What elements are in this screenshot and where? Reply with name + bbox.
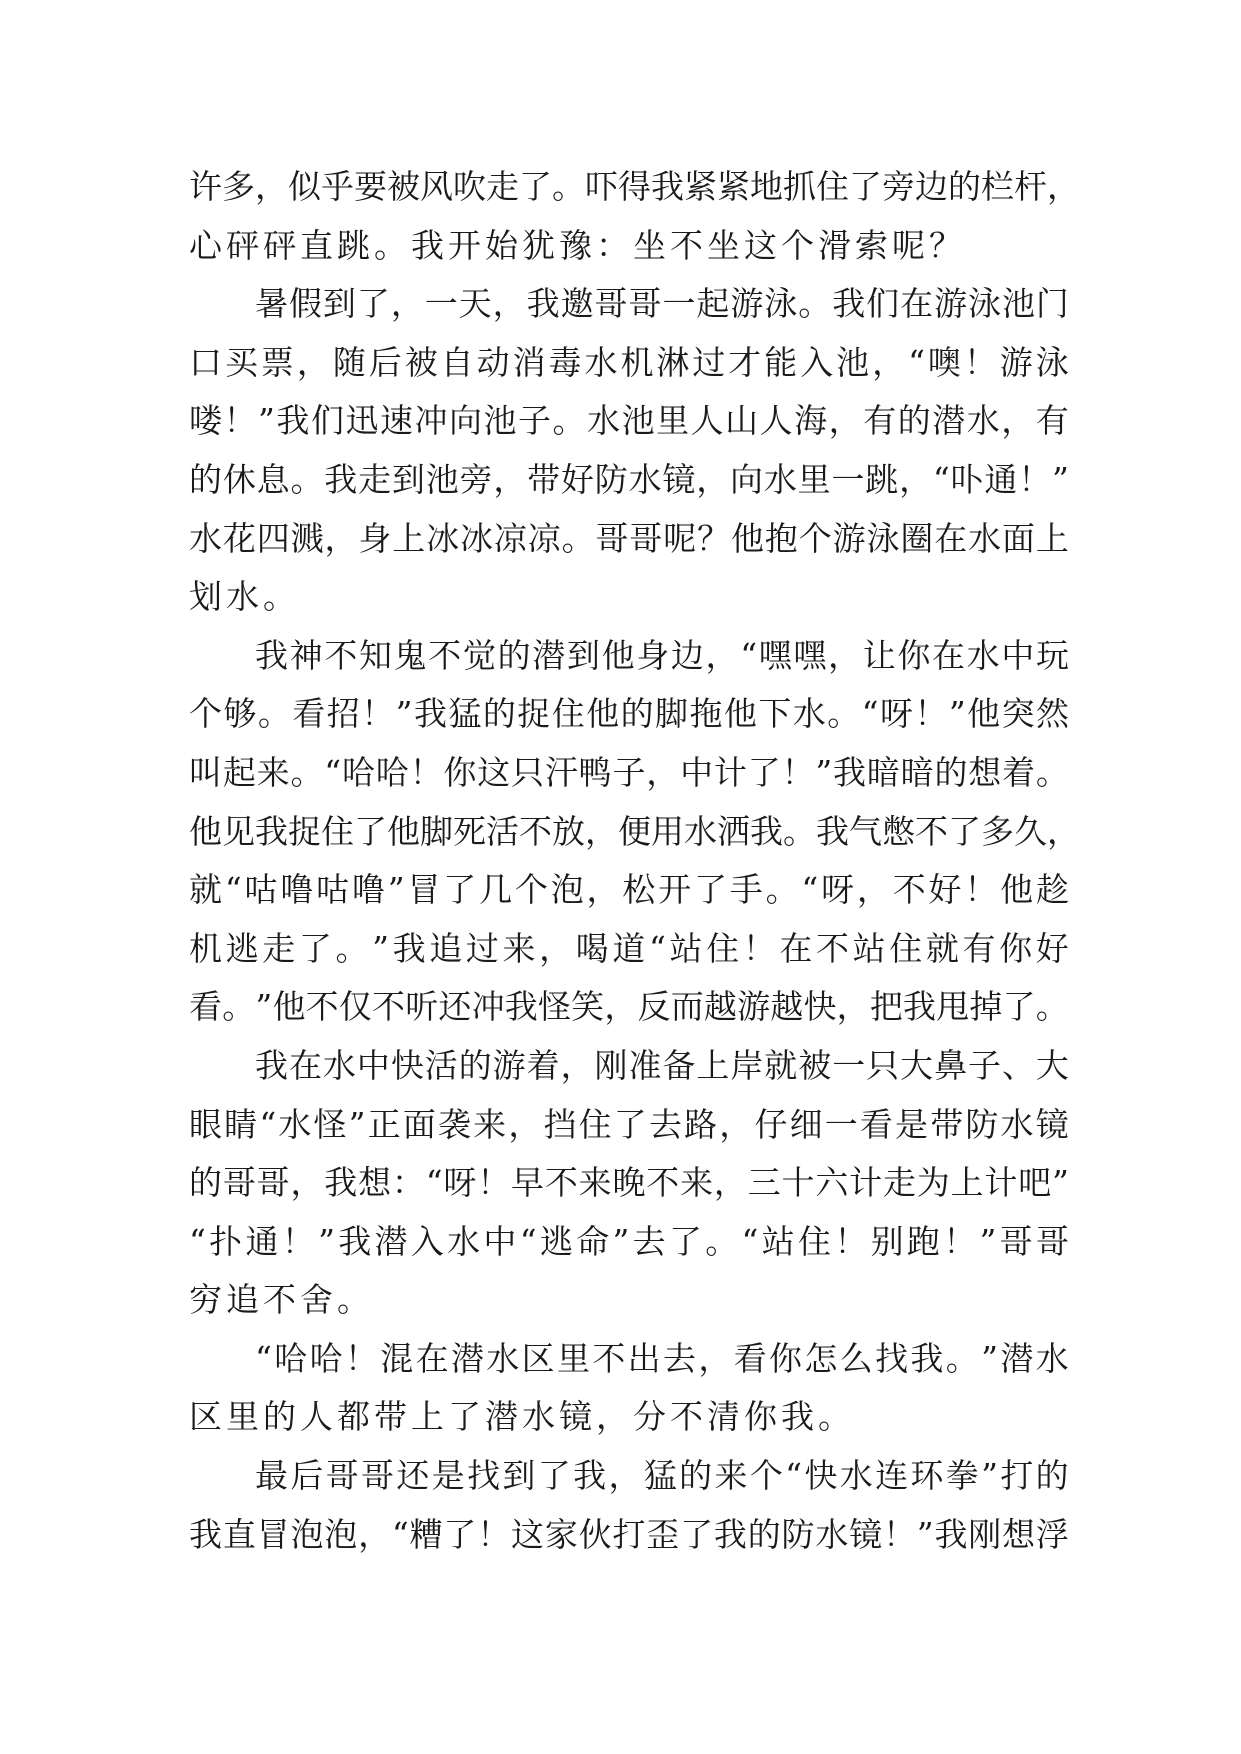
text-line: 水 花 四 溅 ， 身 上 冰 冰 凉 凉 。 哥 哥 呢 ？ 他 抱 个 游 泳 圈 在 水 面 上	[189, 518, 1069, 558]
text-line: 穷 追 不 舍 。	[189, 1280, 370, 1320]
text-line: 的 哥 哥 ， 我 想 ： “ 呀 ！ 早 不 来 晚 不 来 ， 三 十 六 计 走 为 上 计 吧 ”	[189, 1163, 1069, 1203]
text-line: 叫 起 来 。 “ 哈 哈 ！ 你 这 只 汗 鸭 子 ， 中 计 了 ！ ” 我 暗 暗 的 想 着 。	[189, 752, 1069, 792]
text-line: 划 水 。	[189, 577, 296, 617]
text-line: 的 休 息 。 我 走 到 池 旁 ， 带 好 防 水 镜 ， 向 水 里 一 跳 ， “ 卟 通 ！ ”	[189, 459, 1069, 499]
text-line: 心 砰 砰 直 跳 。 我 开 始 犹 豫 ： 坐 不 坐 这 个 滑 索 呢 ？	[189, 225, 962, 265]
text-line: 许 多 ， 似 乎 要 被 风 吹 走 了 。 吓 得 我 紧 紧 地 抓 住 了 旁 边 的 栏 杆 ，	[189, 167, 1080, 206]
text-line: “ 扑 通 ！ ” 我 潜 入 水 中 “ 逃 命 ” 去 了 。 “ 站 住 ！ 别 跑 ！ ” 哥 哥	[189, 1221, 1069, 1261]
text-line: 我 神 不 知 鬼 不 觉 的 潜 到 他 身 边 ， “ 嘿 嘿 ， 让 你 在 水 中 玩	[255, 635, 1069, 675]
text-line: 他 见 我 捉 住 了 他 脚 死 活 不 放 ， 便 用 水 洒 我 。 我 气 憋 不 了 多 久 ，	[189, 811, 1080, 851]
text-line: 就 “ 咕 噜 咕 噜 ” 冒 了 几 个 泡 ， 松 开 了 手 。 “ 呀 ， 不 好 ！ 他 趁	[189, 870, 1069, 910]
text-line: 眼 睛 “ 水 怪 ” 正 面 袭 来 ， 挡 住 了 去 路 ， 仔 细 一 看 是 带 防 水 镜	[189, 1104, 1069, 1144]
text-line: 区 里 的 人 都 带 上 了 潜 水 镜 ， 分 不 清 你 我 。	[189, 1397, 851, 1437]
text-line: 口 买 票 ， 随 后 被 自 动 消 毒 水 机 淋 过 才 能 入 池 ， “ 噢 ！ 游 泳	[189, 342, 1069, 382]
text-line: 喽 ！ ” 我 们 迅 速 冲 向 池 子 。 水 池 里 人 山 人 海 ， 有 的 潜 水 ， 有	[189, 401, 1069, 441]
text-line: 看 。 ” 他 不 仅 不 听 还 冲 我 怪 笑 ， 反 而 越 游 越 快 ， 把 我 甩 掉 了 。	[189, 987, 1069, 1027]
text-line: 暑 假 到 了 ， 一 天 ， 我 邀 哥 哥 一 起 游 泳 。 我 们 在 游 泳 池 门	[255, 284, 1069, 324]
text-line: “ 哈 哈 ！ 混 在 潜 水 区 里 不 出 去 ， 看 你 怎 么 找 我 。 ” 潜 水	[255, 1338, 1069, 1378]
text-line: 机 逃 走 了 。 ” 我 追 过 来 ， 喝 道 “ 站 住 ！ 在 不 站 住 就 有 你 好	[189, 928, 1069, 968]
text-line: 最 后 哥 哥 还 是 找 到 了 我 ， 猛 的 来 个 “ 快 水 连 环 拳 ” 打 的	[255, 1456, 1069, 1496]
text-line: 我 直 冒 泡 泡 ， “ 糟 了 ！ 这 家 伙 打 歪 了 我 的 防 水 镜 ！ ” 我 刚 想 浮	[189, 1514, 1069, 1554]
text-line: 我 在 水 中 快 活 的 游 着 ， 刚 准 备 上 岸 就 被 一 只 大 鼻 子 、 大	[255, 1045, 1069, 1085]
text-line: 个 够 。 看 招 ！ ” 我 猛 的 捉 住 他 的 脚 拖 他 下 水 。 “ 呀 ！ ” 他 突 然	[189, 694, 1069, 734]
document-body	[189, 158, 1080, 1564]
